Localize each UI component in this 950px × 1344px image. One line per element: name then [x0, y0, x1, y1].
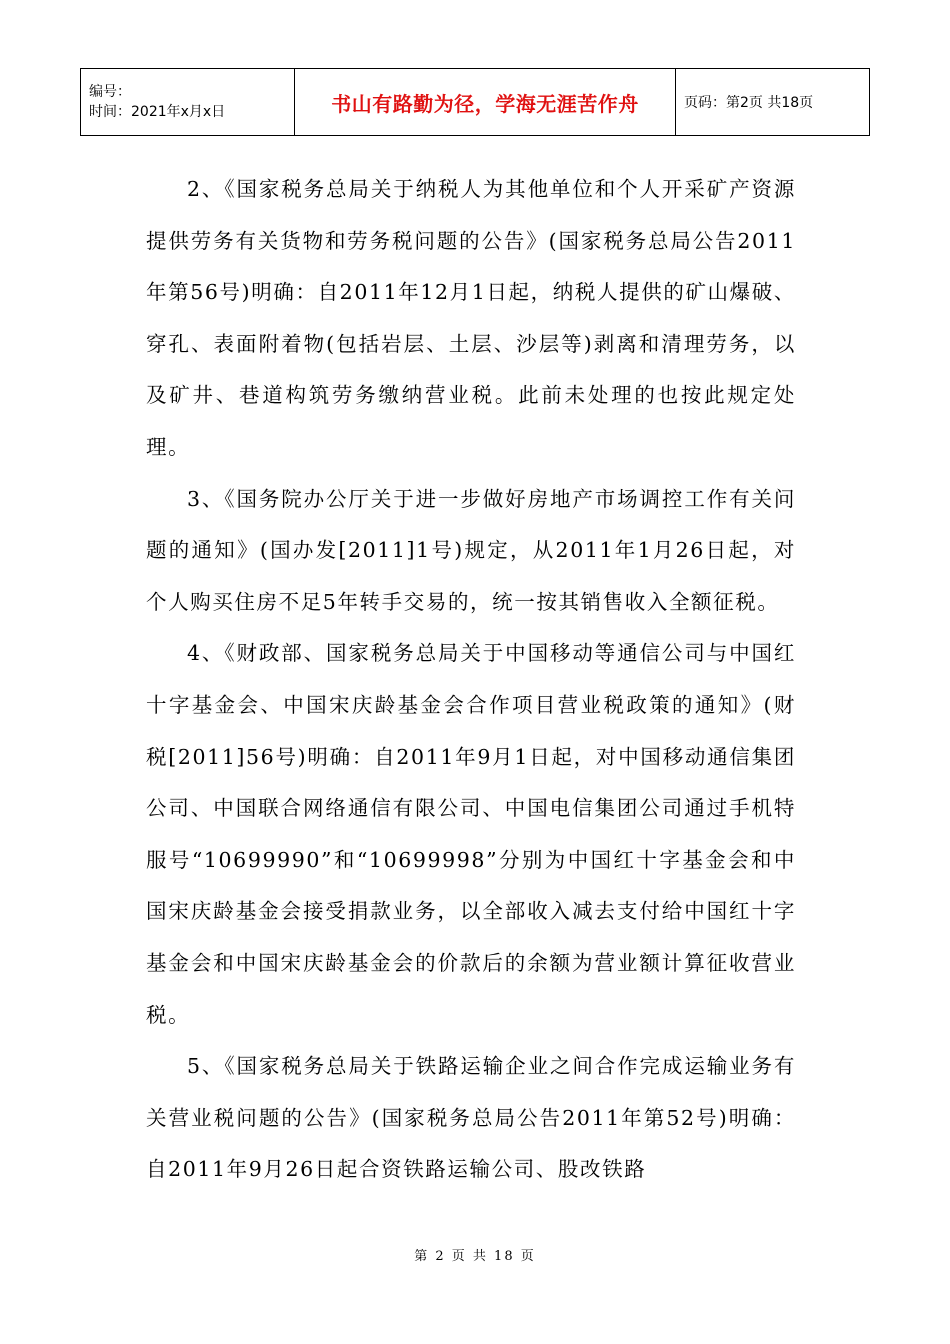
paragraph-item-4: 4、《财政部、国家税务总局关于中国移动等通信公司与中国红十字基金会、中国宋庆龄基金会合作项目营业税政策的通知》(财税[2011]56号)明确：自2011年9月1日起，对中国移动通信集团公司、中国联合网络通信有限公司、中国电信集团公司通过手机特服号“10699990”和“10699998”分别为中国红十字基金会和中国宋庆龄基金会接受捐款业务，以全部收入减去支付给中国红十字基金会和中国宋庆龄基金会的价款后的余额为营业额计算征收营业税。: [146, 641, 796, 1027]
document-number-label: 编号：: [89, 84, 131, 100]
paragraph-item-5: 5、《国家税务总局关于铁路运输企业之间合作完成运输业务有关营业税问题的公告》(国家税务总局公告2011年第52号)明确：自2011年9月26日起合资铁路运输公司、股改铁路: [146, 1054, 796, 1182]
paragraph-item-3: 3、《国务院办公厅关于进一步做好房地产市场调控工作有关问题的通知》(国办发[2011]1号)规定，从2011年1月26日起，对个人购买住房不足5年转手交易的，统一按其销售收入全额征税。: [146, 486, 796, 614]
header-motto: 书山有路勤为径，学海无涯苦作舟: [295, 69, 676, 136]
paragraph-item-2: 2、《国家税务总局关于纳税人为其他单位和个人开采矿产资源提供劳务有关货物和劳务税问题的公告》(国家税务总局公告2011年第56号)明确：自2011年12月1日起，纳税人提供的矿山爆破、穿孔、表面附着物(包括岩层、土层、沙层等)剥离和清理劳务，以及矿井、巷道构筑劳务缴纳营业税。此前未处理的也按此规定处理。: [146, 177, 796, 459]
document-time-label: 时间：2021年x月x日: [89, 104, 226, 120]
document-body: [146, 164, 796, 1196]
header-left-cell: [81, 69, 295, 136]
header-page-info: 页码：第2页 共18页: [676, 69, 870, 136]
page-header: [80, 68, 870, 136]
page-footer: 第 2 页 共 18 页: [414, 1249, 536, 1264]
